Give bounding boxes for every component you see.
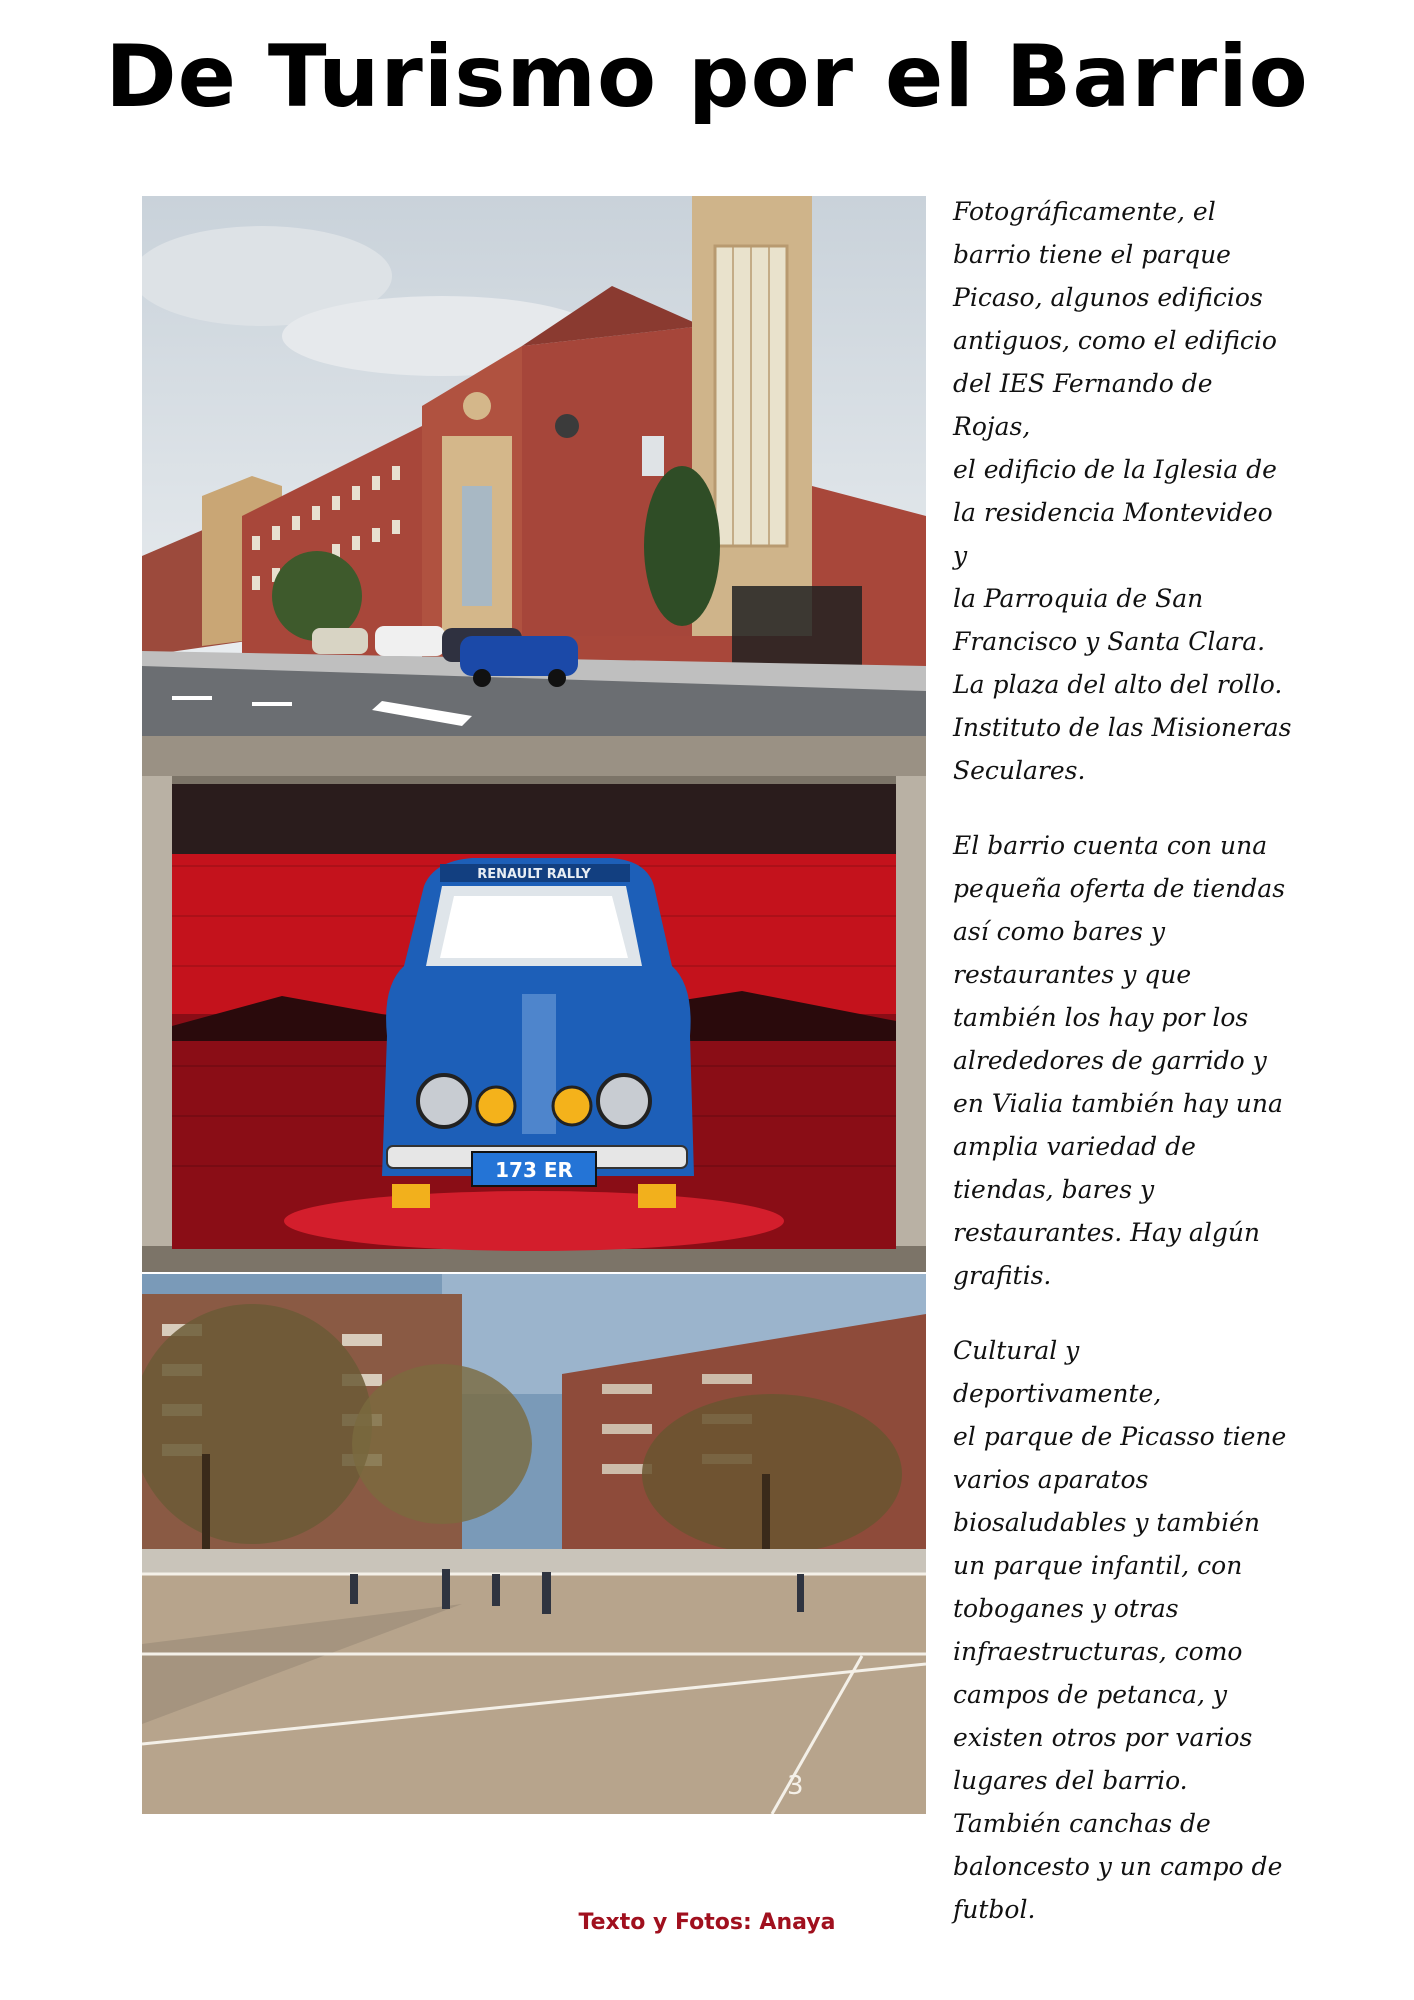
paragraph-shops: El barrio cuenta con una pequeña oferta de tiendas así como bares y restaurantes y que también los hay por los alrededores de garrido y en Vialia también hay una amplia variedad de tiendas, bares y restaurantes. Hay algún grafitis. xyxy=(953,831,1286,1290)
paragraph-culture-sports: Cultural y deportivamente, el parque de Picasso tiene varios aparatos biosaludables y también un parque infantil, con toboganes y otras infraestructuras, como campos de petanca, y existen otros por varios lugares del barrio. También canchas de baloncesto y un campo de futbol. xyxy=(953,1336,1287,1924)
photo-credit: Texto y Fotos: Anaya xyxy=(578,1910,836,1935)
court-number: 3 xyxy=(787,1771,804,1801)
photo-church-street xyxy=(142,196,926,736)
article-text xyxy=(953,190,1293,1963)
photo-park-petanque xyxy=(142,1274,926,1814)
paragraph-photography: Fotográficamente, el barrio tiene el parque Picaso, algunos edificios antiguos, como el edificio del IES Fernando de Rojas, el edificio de la Iglesia de la residencia Montevideo y la Parroquia de San Francisco y Santa Clara. La plaza del alto del rollo. Instituto de las Misioneras Seculares. xyxy=(953,197,1292,785)
photo-car-mural xyxy=(142,736,926,1272)
mural-windshield-text: RENAULT RALLY xyxy=(477,867,591,882)
page-title: De Turismo por el Barrio xyxy=(105,27,1309,127)
mural-plate-text: 173 ER xyxy=(495,1158,573,1182)
